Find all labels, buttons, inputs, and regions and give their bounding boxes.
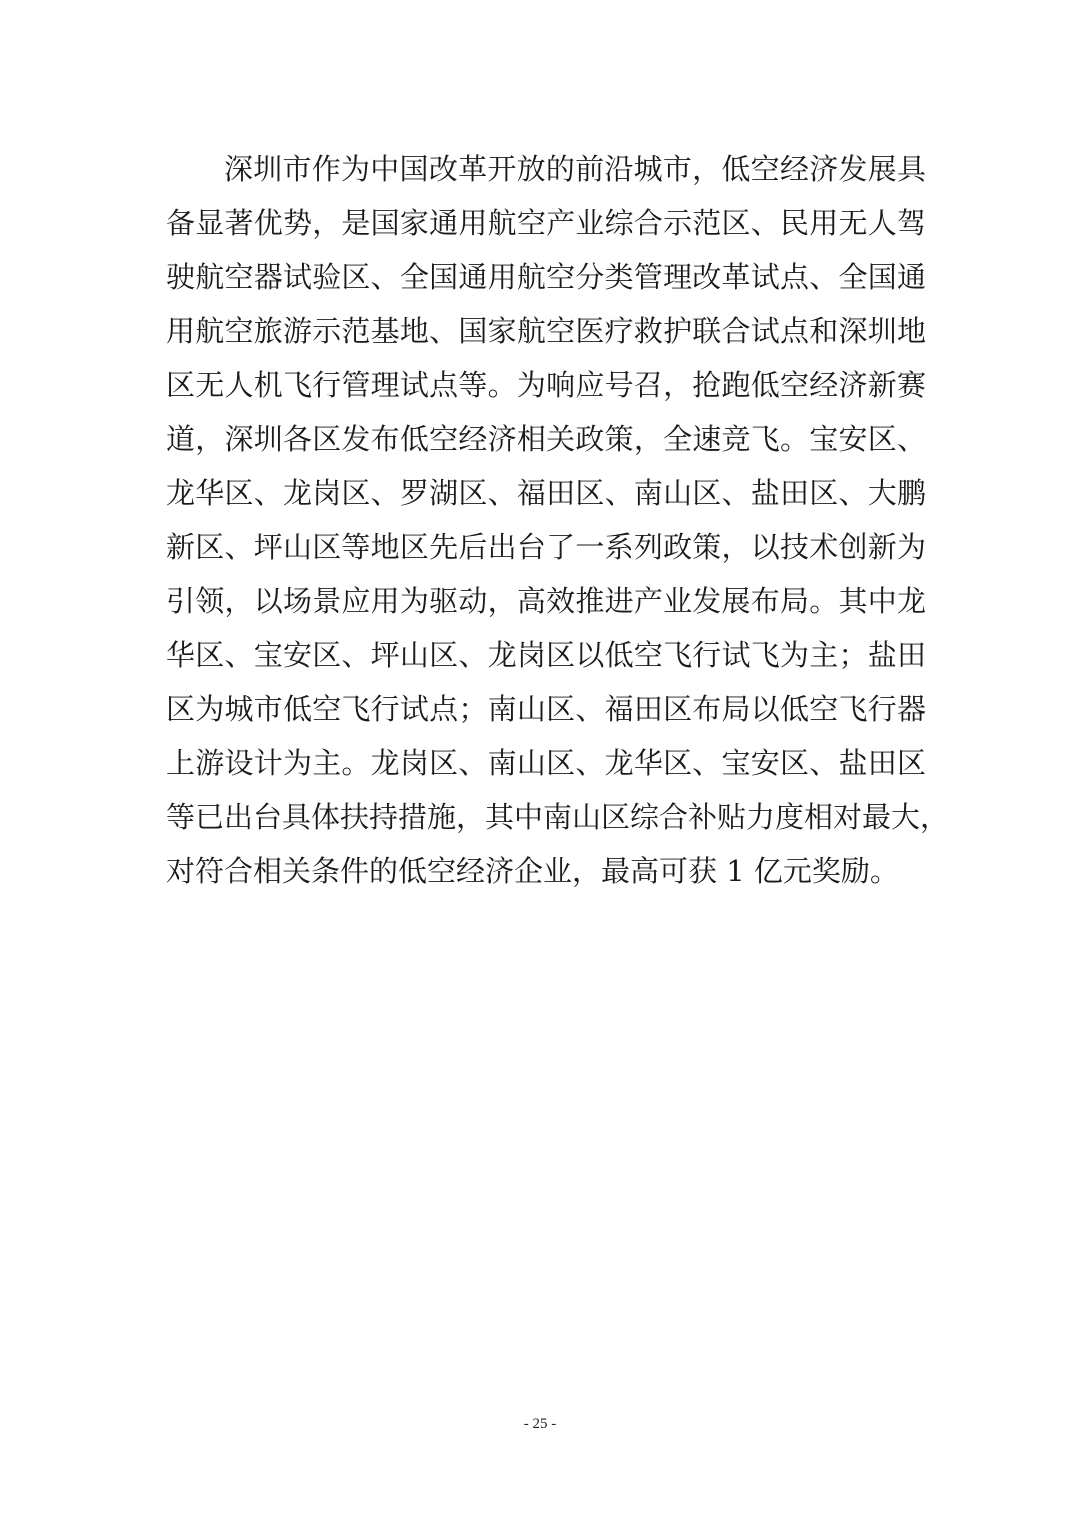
paragraph-line: 新区、坪山区等地区先后出台了一系列政策，以技术创新为 bbox=[166, 530, 926, 564]
paragraph-line: 区无人机飞行管理试点等。为响应号召，抢跑低空经济新赛 bbox=[166, 368, 926, 402]
paragraph-line: 对符合相关条件的低空经济企业，最高可获 1 亿元奖励。 bbox=[166, 854, 899, 888]
paragraph-line: 深圳市作为中国改革开放的前沿城市，低空经济发展具 bbox=[224, 152, 926, 186]
paragraph-line: 上游设计为主。龙岗区、南山区、龙华区、宝安区、盐田区 bbox=[166, 746, 926, 780]
paragraph-line: 用航空旅游示范基地、国家航空医疗救护联合试点和深圳地 bbox=[166, 314, 926, 348]
body-paragraph bbox=[166, 142, 950, 898]
paragraph-line: 华区、宝安区、坪山区、龙岗区以低空飞行试飞为主；盐田 bbox=[166, 638, 926, 672]
paragraph-line: 等已出台具体扶持措施，其中南山区综合补贴力度相对最大， bbox=[166, 800, 950, 834]
paragraph-line: 驶航空器试验区、全国通用航空分类管理改革试点、全国通 bbox=[166, 260, 926, 294]
paragraph-line: 龙华区、龙岗区、罗湖区、福田区、南山区、盐田区、大鹏 bbox=[166, 476, 926, 510]
page-number: - 25 - bbox=[523, 1416, 557, 1432]
paragraph-line: 区为城市低空飞行试点；南山区、福田区布局以低空飞行器 bbox=[166, 692, 926, 726]
paragraph-line: 备显著优势，是国家通用航空产业综合示范区、民用无人驾 bbox=[166, 206, 926, 240]
paragraph-line: 引领，以场景应用为驱动，高效推进产业发展布局。其中龙 bbox=[166, 584, 926, 618]
paragraph-line: 道，深圳各区发布低空经济相关政策，全速竞飞。宝安区、 bbox=[166, 422, 926, 456]
